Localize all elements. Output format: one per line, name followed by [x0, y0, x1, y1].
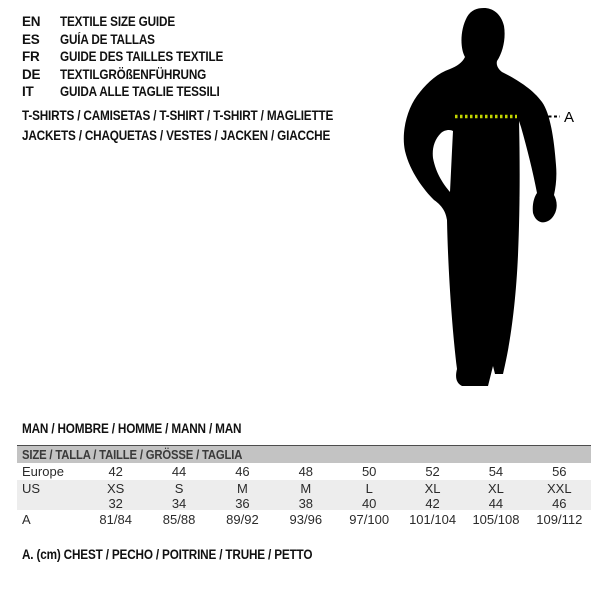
size-cell: XXL: [547, 480, 572, 496]
garment-category-lines: [22, 106, 380, 145]
language-code: IT: [22, 84, 34, 100]
language-row-fr: [22, 48, 248, 66]
size-cell: 44: [171, 464, 187, 479]
size-cell: 109/112: [536, 511, 583, 527]
language-row-de: [22, 66, 248, 84]
size-cell: 101/104: [409, 511, 457, 527]
language-code: EN: [22, 14, 41, 30]
row-label: US: [22, 480, 41, 496]
language-title: GUIDE DES TAILLES TEXTILE: [60, 49, 224, 65]
language-code: ES: [22, 31, 40, 47]
language-row-en: [22, 13, 248, 31]
size-cell: L: [365, 480, 373, 496]
language-title: GUIDA ALLE TAGLIE TESSILI: [60, 84, 220, 100]
measure-legend-footnote: A. (cm) CHEST / PECHO / POITRINE / TRUHE / PETTO: [22, 547, 313, 562]
size-cell: XL: [424, 480, 441, 496]
size-cell: 52: [425, 464, 440, 479]
size-cell: M: [300, 480, 312, 496]
size-cell: 38: [298, 496, 314, 511]
size-cell: 42: [108, 464, 123, 479]
size-cell: 44: [488, 496, 504, 511]
size-cell: 97/100: [349, 511, 390, 527]
measure-label-a: A: [564, 109, 575, 126]
category-line-tshirts: T-SHIRTS / CAMISETAS / T-SHIRT / T-SHIRT / MAGLIETTE: [22, 108, 334, 124]
size-cell: 54: [488, 464, 504, 479]
language-title: TEXTILGRÖßENFÜHRUNG: [60, 66, 207, 82]
man-silhouette-figure: [395, 0, 585, 398]
size-table: [17, 445, 591, 528]
size-table-row-us: [17, 480, 591, 496]
size-cell: M: [237, 480, 248, 496]
category-line-jackets: JACKETS / CHAQUETAS / VESTES / JACKEN / GIACCHE: [22, 127, 331, 143]
language-title: TEXTILE SIZE GUIDE: [60, 14, 175, 30]
size-cell: 105/108: [472, 511, 520, 527]
language-row-es: [22, 31, 248, 49]
size-cell: 81/84: [99, 511, 132, 527]
size-cell: 46: [235, 464, 250, 479]
language-code: FR: [22, 49, 40, 65]
row-label: A: [22, 511, 31, 527]
size-cell: 50: [361, 464, 377, 479]
size-cell: 36: [235, 496, 250, 511]
size-cell: XL: [487, 480, 504, 496]
size-cell: 56: [552, 464, 567, 479]
language-code: DE: [22, 66, 41, 82]
size-cell: 34: [171, 496, 187, 511]
size-cell: 48: [298, 464, 314, 479]
size-cell: 42: [425, 496, 440, 511]
row-label: Europe: [22, 464, 64, 479]
size-cell: 85/88: [162, 511, 196, 527]
size-cell: 46: [552, 496, 567, 511]
size-cell: 89/92: [226, 511, 259, 527]
size-table-row-europe: [17, 463, 591, 480]
size-table-header: SIZE / TALLA / TAILLE / GRÖSSE / TAGLIA: [17, 446, 591, 463]
language-row-it: [22, 83, 248, 101]
size-cell: S: [174, 480, 184, 496]
size-cell: 32: [108, 496, 123, 511]
size-table-row-chest-cm: [17, 510, 591, 528]
man-silhouette: [404, 8, 557, 386]
language-title: GUÍA DE TALLAS: [60, 31, 155, 47]
section-title-man: MAN / HOMBRE / HOMME / MANN / MAN: [22, 421, 242, 436]
size-cell: 40: [361, 496, 377, 511]
size-table-row-us-numeric: [17, 496, 591, 510]
size-cell: 93/96: [289, 511, 323, 527]
size-cell: XS: [107, 480, 125, 496]
language-title-list: [22, 13, 248, 101]
